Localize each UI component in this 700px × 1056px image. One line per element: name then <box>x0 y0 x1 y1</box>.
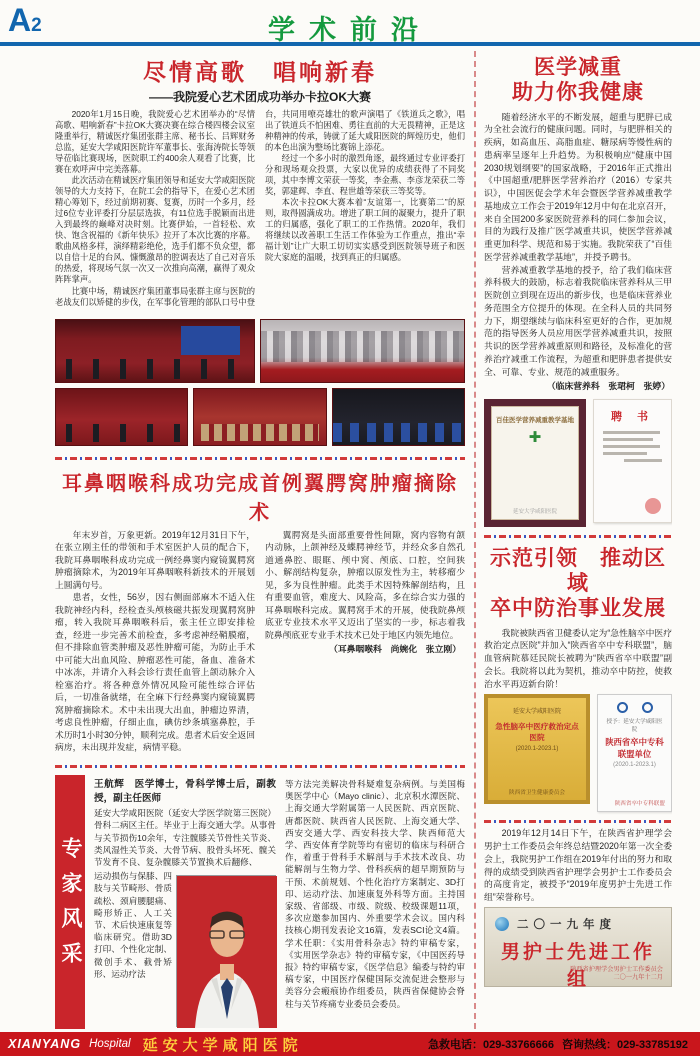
footer-brand-type: Hospital <box>89 1038 131 1050</box>
footer-band <box>0 1032 700 1056</box>
paragraph: 患者，女性，56岁，因右侧面部麻木不适入住我院神经内科，经检查头颅核磁共振发现翼腭窝肿瘤，转入我院耳鼻咽喉科后，张主任立即安排检查，经进一步完善术前检查，多考虑神经鞘膜瘤，但不排除血管类肿瘤及恶性肿瘤可能，为防止手术中可能大出血风险、肿瘤恶性可能，备血、准备术中冰冻，并请介入科会诊行责任血管上颌动脉介入栓塞治疗。将各种意外情况风险可能性综合评估后，一切准备就绪，在全麻下行经鼻窦内窥镜翼腭窝肿瘤摘除术。术中未出现大出血，肿瘤边界清，考虑良性肿瘤，仔细止血，碘仿纱条填塞鼻腔，手术历时1小时30分钟，顺利完成。患者术后安全返回病房，未出现并发症，病情平稳。 <box>55 592 255 753</box>
doctor-portrait-illustration <box>177 876 277 1028</box>
red-seal-stamp <box>645 498 661 514</box>
main-column <box>55 51 465 1029</box>
expert-profile-body <box>85 775 465 1029</box>
paragraph: 我院被陕西省卫健委认定为“急性脑卒中医疗救治定点医院”并加入“陕西省卒中专科联盟”，脑血管病院慕廷民院长被聘为“陕西省卒中联盟”副会长。我院将以此为契机，推动卒中防控，使救治水平再迈新台阶！ <box>484 627 672 689</box>
article-karaoke-subtitle: ——我院爱心艺术团成功举办卡拉OK大赛 <box>148 90 371 104</box>
text-line-placeholder <box>624 459 662 462</box>
stroke-certificates <box>484 694 672 812</box>
emblem-icon <box>617 702 628 713</box>
article-weight-loss <box>484 51 672 395</box>
section-divider <box>55 457 465 460</box>
certificate-nutrition-inner <box>491 406 579 520</box>
expert-titles: 医学博士，骨科学博士后，副教授，副主任医师 <box>94 779 277 804</box>
footer-brand-en: XIANYANG <box>8 1037 82 1051</box>
photo-award-ceremony <box>55 388 188 446</box>
alliance-emblems <box>604 702 665 713</box>
certificate-title: 陕西省卒中专科联盟单位 <box>605 737 664 760</box>
article-weight-body <box>484 111 672 379</box>
stage-figures <box>56 424 187 442</box>
paragraph: 营养减重教学基地的授予，给了我们临床营养科极大的鼓励，标志着我院临床营养科从三甲医院创立到现在迈出的新步伐，也是临床营养业务范围全方位提升的体现。在全科人员的共同努力下，期望继续与临床科室更好的合作，更加规范的指导医务人员应用医学营养减重共识，按照共识的医学营养减重原则和路径，及标准化的营养治疗减重工作流程，为超重和肥胖患者提供安全、可靠、专业、规范的减重服务。 <box>484 264 672 377</box>
expert-portrait-photo <box>176 875 276 1027</box>
certificate-nutrition-base <box>484 399 586 527</box>
page-number-digit: 2 <box>31 15 42 36</box>
text-line-placeholder <box>603 445 660 448</box>
certificate-grant-line: 授予：延安大学咸阳医院 <box>606 719 663 734</box>
paragraph: 随着经济水平的不断发展，超重与肥胖已成为全社会流行的健康问题。同时，与肥胖相关的疾病，如高血压、高脂血症、糖尿病等慢性病的患病率呈逐年上升趋势。为积极响应“健康中国2030规划纲要”的国家战略，于2016年正式推出《中国超重/肥胖医学营养治疗（2016）专家共识》，中国医促会学术年会暨医学营养减重教学基地成立工作会于2019年12月中旬在北京召开，来自全国200多家医院营养科的同仁参加会议，目的为践行及推广医学减重共识，使医学营养减重更加科学、规范和易于实施。我院荣获了“百佳医学营养减重教学基地”，并授予聘书。 <box>484 111 672 262</box>
certificate-issuer: 陕西省卫生健康委员会 <box>509 790 565 797</box>
page-number-letter: A <box>8 2 32 38</box>
certificate-nutrition-title: 百佳医学营养减重教学基地 <box>496 417 574 425</box>
article-karaoke-title: 尽情高歌 唱响新春 <box>143 59 377 85</box>
article-ent-byline: （耳鼻咽喉科 尚婉化 张立刚） <box>329 644 461 655</box>
certificate-appointment-letter <box>593 399 672 523</box>
section-divider <box>484 535 672 538</box>
article-weight-title <box>484 56 672 106</box>
award-issuer <box>570 966 663 983</box>
performer-row <box>201 424 319 441</box>
expert-name: 王航辉 <box>94 779 125 790</box>
article-stroke-title <box>484 547 672 621</box>
text-line-placeholder <box>603 438 653 441</box>
expert-name-line <box>94 778 276 805</box>
paragraph: 此次活动在精诚医疗集团领导和延安大学咸阳医院领导的大力支持下，在院工会的指导下，在爱心艺术团精心筹划下，经过前期初赛、复赛，历时一个多月，经过6位专业评委打分层层选拔，有11位选手脱颖而出进入到最终的巅峰对决时刻。比赛伊始，一首轻松、欢快、饱含祝福的《新年快乐》拉开了本次比赛的序幕。歌曲风格多样，演绎精彩绝伦，选手们都不负众望，都以自信十足的台风、慷慨激昂的腔调表达了自己对音乐的热爱，将现场气氛一次又一次推向高潮，赢得了观众阵阵掌声。 <box>55 175 255 285</box>
certificate-term: (2020.1-2023.1) <box>613 762 656 769</box>
photo-row-top <box>55 319 465 383</box>
paragraph: 翼腭窝是头面部重要骨性间隙，窝内容物有颌内动脉，上颌神经及蝶腭神经节，并经众多自然孔道通鼻腔、眼眶、颅中窝、颅底、口腔，空间狭小、解剖结构复杂，肿瘤以原发性为主，转移瘤少见，多为良性肿瘤。此类手术因特殊解剖结构，且有重要血管，难度大、风险高，多在综合实力强的耳鼻咽喉科完成。翼腭窝手术的开展，使我院鼻颅底亚专业技术水平又迈出了坚实的一步，标志着我院鼻颅底亚专业手术技术已处于地区内领先地位。 <box>265 530 465 640</box>
paragraph: 2019年12月14日下午，在陕西省护理学会男护士工作委员会年终总结暨2020年第一次全委会上，我院男护工作组在2019年付出的努力和取得的成绩受到陕西省护理学会男护士工作委员会的高度肯定，被授予“2019年度男护士先进工作组”荣誉称号。 <box>484 828 672 903</box>
event-photo-strip <box>55 319 465 451</box>
photo-performers <box>193 388 326 446</box>
article-weight-byline: （临床营养科 张珺柯 张婷） <box>546 381 670 392</box>
side-column <box>484 51 672 1029</box>
award-issuer-name: 陕西省护理学会男护士工作委员会 <box>570 966 663 974</box>
green-cross-logo: ✚ <box>528 429 542 447</box>
award-title: 男护士先进工作组 <box>500 941 655 990</box>
page-content <box>0 46 700 1032</box>
group-crowd <box>261 331 464 362</box>
expert-column-1-bottom <box>94 870 276 1027</box>
nutrition-certificates <box>484 399 672 527</box>
column-divider <box>474 51 476 1029</box>
article-karaoke <box>55 51 465 314</box>
article-stroke-body <box>484 627 672 691</box>
expert-bio-top: 延安大学咸阳医院（延安大学医学院第三医院）骨科二病区主任。毕业于上海交通大学。从事骨与关节损伤10余年，专注髋膝关节骨性关节炎、类风湿性关节炎、大骨节病、股骨头坏死、髋关节发育不良、复杂髋膝关节置换术后翻修、 <box>94 808 276 868</box>
paragraph: 经过一个多小时的激烈角逐，最终通过专业评委打分和现场观众投票，大家以优异的成绩获得了不同奖项，其中李博文荣获一等奖，李金燕、李彦龙荣获二等奖，郭建辉、李直、程世雄等荣获三等奖等。 <box>265 153 465 197</box>
page-number <box>8 2 42 39</box>
title-line-2: 卒中防治事业发展 <box>490 596 666 620</box>
appointment-letter-title: 聘 书 <box>610 411 655 424</box>
stage-screen <box>181 326 240 355</box>
expert-bio-right: 等方法完美解决骨科疑难复杂病例。与美国梅奥医学中心（Mayo clinic）、北京积水潭医院、上海交通大学附属第一人民医院、西京医院、唐都医院、陕西省人民医院、上海交通大学、西安交通大学、西安科技大学、陕西师范大学、西安体育学院等均有密切的临床与科研合作，着重于骨科手术解剖与手术技术改良、功能解剖与生物力学、骨科疾病的超早期预防与干预、术前规划、个性化治疗方案制定、3D打印、运动疗法、加速康复外科等方面。主持国家级、省部级、市级、院级、校级课题11项，多次应邀参加国内、外重要学术会议。国内科技核心期刊发表论文16篇，发表SCI论文4篇。学术任职：《实用骨科杂志》特约审稿专家，《实用医学杂志》特约审稿专家，《中国医药导报》特约审稿专家，《医学信息》编委与特约审稿专家，中国医疗保健国际交流促进会整形与美容分会瘢痕协作组委员，陕西省保健协会脊柱与关节疼痛专业委员会委员。 <box>285 779 465 1009</box>
certificate-issuer: 陕西省卒中专科联盟 <box>614 801 665 808</box>
masthead <box>0 0 700 46</box>
article-ent-body <box>55 529 465 761</box>
photo-audience <box>332 388 465 446</box>
article-stroke <box>484 542 672 690</box>
male-nurse-award-plaque <box>484 907 672 990</box>
paragraph: 2020年1月15日晚，我院爱心艺术团举办的“尽情高歌、唱响新春”卡拉OK大赛决赛在综合楼四楼会议室隆重举行，精诚医疗集团张群主席、秘书长、吕辉财务总监，延安大学咸阳医院许军董事长、张海涛院长等领导莅临比赛现场，医院职工约400余人观看了比赛，比赛在欢呼声中完美落幕。 <box>55 109 255 175</box>
certificate-stroke-alliance <box>597 694 672 812</box>
article-male-nurse-body <box>484 827 672 904</box>
stage-figures <box>56 359 254 379</box>
article-ent-surgery <box>55 464 465 761</box>
expert-bio-strip: 运动损伤与保膝、四肢与关节畸形、骨质疏松、颈肩腰腿痛、畸形矫正、人工关节、术后快速康复等临床研究。借助3D打印、个性化定制、微创手术、截骨矫形、运动疗法 <box>94 871 172 979</box>
certificate-org: 延安大学咸阳医院 <box>512 709 561 716</box>
title-line-1: 示范引领 推动区域 <box>490 547 666 596</box>
footer-emergency-phone: 急救电话：029-33766666 <box>428 1039 555 1051</box>
nursing-association-logo <box>495 917 509 931</box>
article-karaoke-body <box>55 109 465 314</box>
photo-row-bottom <box>55 388 465 446</box>
text-line-placeholder <box>603 431 660 434</box>
expert-column-1 <box>94 778 276 1027</box>
certificate-stroke-center <box>484 694 590 804</box>
expert-banner: 专家风采 <box>55 775 85 1029</box>
award-year-row <box>495 916 661 932</box>
section-title: 学术前沿 <box>268 15 432 45</box>
award-year: 二〇一九年度 <box>517 918 616 931</box>
paragraph: 本次卡拉OK大赛本着“友谊第一，比赛第二”的原则，取得圆满成功。增进了职工间的凝聚力，提升了职工的归属感，强化了职工的工作热情。2020年，我们将继续以改善职工生活工作体验为工作重点，推出“幸福计划”让广大职工切切实实感受到医院领导班子和医院大家庭的温暖，找到真正的归属感。 <box>265 197 465 263</box>
award-date: 二〇一九年十二月 <box>613 974 663 982</box>
article-ent-title: 耳鼻咽喉科成功完成首例翼腭窝肿瘤摘除术 <box>62 473 458 524</box>
emblem-icon <box>642 702 653 713</box>
expert-profile-section <box>55 775 465 1029</box>
footer-hotline-phone: 咨询热线：029-33785192 <box>562 1039 688 1051</box>
paragraph: 比赛中场，精诚医疗集团董事局张群主席与医院的老战友们以矫健的步伐，在军事化管理的部队口号中登台，共同用嘹亮雄壮的歌声演唱了《铁道兵之歌》，唱出了铁道兵不怕困难、勇往直前的大无畏精神，正是这种精神的传承，铸就了延大咸阳医院的辉煌历史，他们的本色出演为整场比赛锦上添花。 <box>55 109 465 307</box>
section-divider <box>55 765 465 768</box>
audience-chairs <box>333 423 464 442</box>
title-line-1: 医学减重 <box>534 56 622 79</box>
certificate-term: (2020.1-2023.1) <box>515 746 559 753</box>
certificate-nutrition-org: 延安大学咸阳医院 <box>512 509 557 516</box>
paragraph: 年末岁首，万象更新。2019年12月31日下午，在张立刚主任的带领和手术室医护人员的配合下，我院耳鼻咽喉科成功完成一例经鼻窦内窥镜翼腭窝肿瘤摘除术，为2019年耳鼻咽喉科新技术的开展划上圆满句号。 <box>55 530 255 590</box>
title-line-2: 助力你我健康 <box>512 80 644 104</box>
photo-group <box>260 319 465 383</box>
footer-brand-cn: 延安大学咸阳医院 <box>142 1037 303 1054</box>
text-line-placeholder <box>603 452 647 455</box>
certificate-title: 急性脑卒中医疗救治定点医院 <box>495 722 579 743</box>
photo-karaoke-stage <box>55 319 255 383</box>
section-divider <box>484 820 672 823</box>
